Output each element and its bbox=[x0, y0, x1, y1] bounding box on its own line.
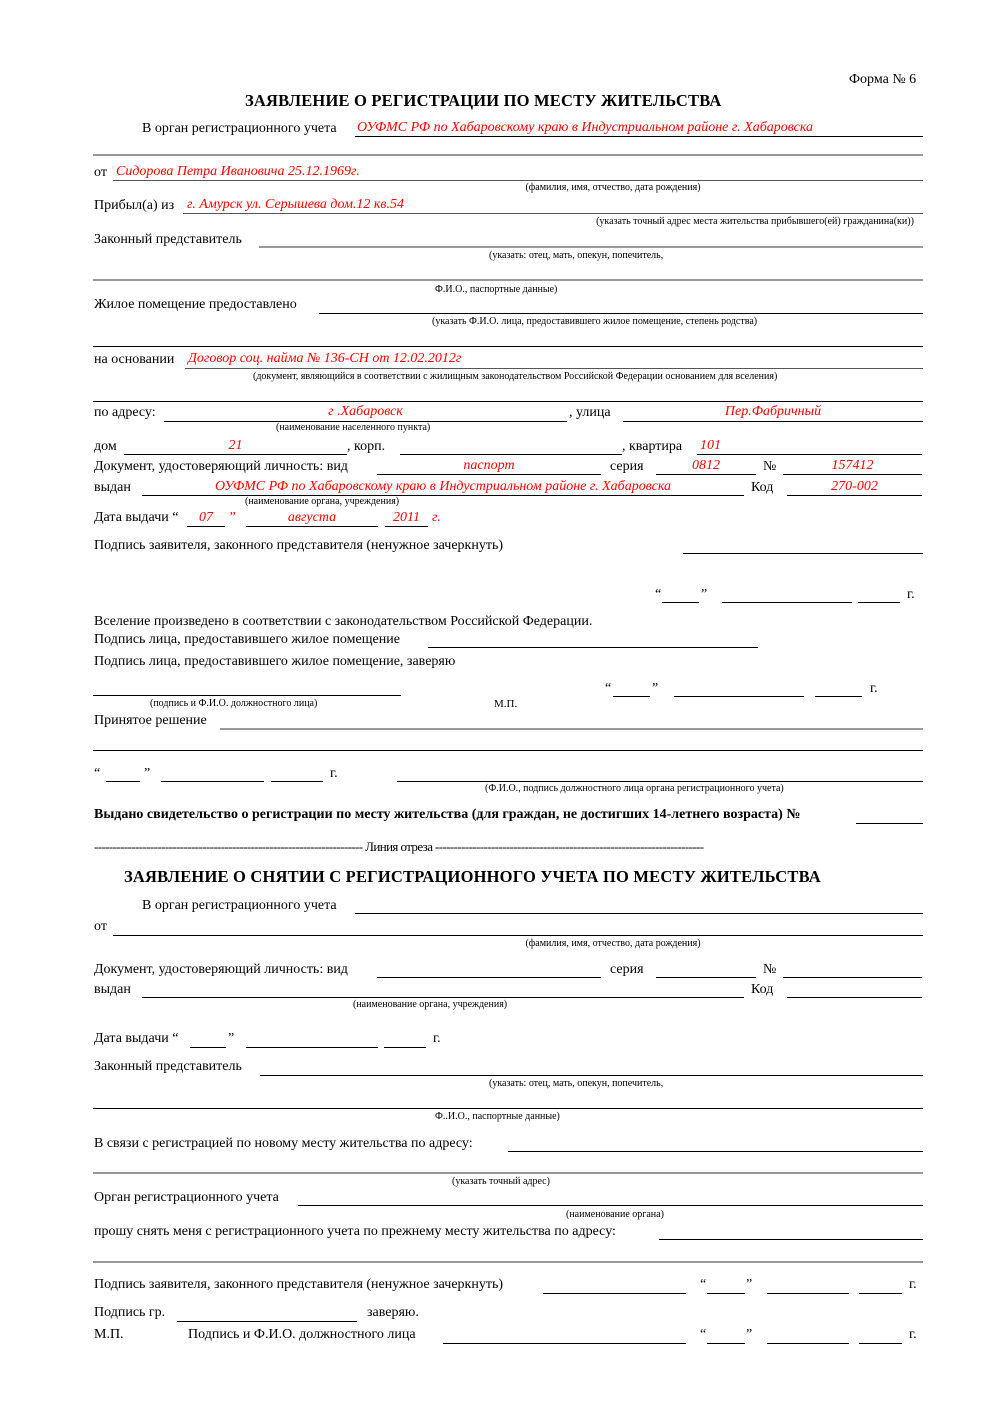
certify-label: заверяю. bbox=[367, 1305, 419, 1320]
date3-year-suffix: г. bbox=[330, 766, 338, 781]
date1-year-suffix: г. bbox=[907, 587, 915, 602]
request-label: прошу снять меня с регистрационного учета по прежнему месту жительства по адресу: bbox=[94, 1224, 616, 1239]
organ-field[interactable]: ОУФМС РФ по Хабаровскому краю в Индустриальном районе г. Хабаровска bbox=[357, 120, 814, 135]
issue-day-field[interactable]: 07 bbox=[199, 510, 213, 525]
issue-date-label: Дата выдачи “ bbox=[94, 510, 179, 525]
organ2-label: Орган регистрационного учета bbox=[94, 1190, 279, 1205]
arrived-field[interactable]: г. Амурск ул. Серышева дом.12 кв.54 bbox=[187, 197, 404, 212]
official-signature-label: Подпись и Ф.И.О. должностного лица bbox=[188, 1327, 416, 1342]
building-field[interactable] bbox=[400, 454, 622, 455]
code-line bbox=[787, 495, 922, 496]
dereg-date1-month-field[interactable] bbox=[767, 1293, 849, 1294]
house-line bbox=[124, 454, 347, 455]
dereg-code-label: Код bbox=[751, 982, 774, 997]
number-line bbox=[783, 474, 922, 475]
address-city-field[interactable]: г .Хабаровск bbox=[328, 404, 403, 419]
dereg-date2-day-field[interactable] bbox=[707, 1343, 745, 1344]
code-label: Код bbox=[751, 480, 774, 495]
dereg-issue-year-field[interactable] bbox=[384, 1047, 426, 1048]
dereg-date2-year-suffix: г. bbox=[909, 1327, 917, 1342]
date1-month-field[interactable] bbox=[722, 602, 852, 603]
dereg-issued-field[interactable] bbox=[142, 997, 744, 998]
issue-quote-close: ” bbox=[228, 510, 236, 525]
apartment-line bbox=[697, 454, 922, 455]
dereg-issue-date-label: Дата выдачи “ bbox=[94, 1031, 179, 1046]
legal-rep-label: Законный представитель bbox=[94, 232, 242, 247]
applicant-signature-field[interactable] bbox=[683, 553, 923, 554]
date2-year-suffix: г. bbox=[870, 681, 878, 696]
dereg-organ-label: В орган регистрационного учета bbox=[142, 898, 337, 913]
official-signature-field[interactable] bbox=[93, 695, 401, 696]
official-reg-field[interactable] bbox=[397, 781, 923, 782]
housing-label: Жилое помещение предоставлено bbox=[94, 297, 297, 312]
certificate-number-field[interactable] bbox=[856, 823, 923, 824]
dereg-date1-year-field[interactable] bbox=[859, 1293, 902, 1294]
housing-field[interactable] bbox=[319, 313, 923, 314]
official-reg-hint: (Ф.И.О., подпись должностного лица органа регистрационного учета) bbox=[485, 783, 784, 794]
street-line bbox=[623, 421, 923, 422]
provider-signature-field[interactable] bbox=[428, 647, 758, 648]
issue-month-field[interactable]: августа bbox=[287, 510, 337, 525]
organ2-field[interactable] bbox=[298, 1205, 923, 1206]
request-address-field[interactable] bbox=[659, 1239, 923, 1240]
dereg-series-label: серия bbox=[610, 962, 644, 977]
number-field[interactable]: 157412 bbox=[831, 458, 874, 473]
organ-line bbox=[355, 136, 923, 137]
dereg-legal-rep-hint-2: Ф..И.О., паспортные данные) bbox=[435, 1111, 560, 1122]
dereg-issue-month-field[interactable] bbox=[246, 1047, 378, 1048]
dereg-date2-year-field[interactable] bbox=[859, 1343, 902, 1344]
dereg-date1-close-quote: ” bbox=[746, 1277, 753, 1292]
dereg-series-field[interactable] bbox=[656, 977, 756, 978]
dereg-date1-open-quote: “ bbox=[700, 1277, 707, 1292]
basis-hint: (документ, являющийся в соответствии с жилищным законодательством Российской Федерации основанием для вселения) bbox=[253, 371, 778, 382]
dereg-from-label: от bbox=[94, 919, 107, 934]
organ-label: В орган регистрационного учета bbox=[142, 121, 337, 136]
date3-day-field[interactable] bbox=[106, 781, 140, 782]
housing-field-2[interactable] bbox=[93, 346, 923, 347]
settlement-text: Вселение произведено в соответствии с законодательством Российской Федерации. bbox=[94, 614, 593, 629]
provider-signature-label: Подпись лица, предоставившего жилое помещение bbox=[94, 632, 400, 647]
arrived-line bbox=[183, 213, 923, 214]
issue-year-suffix: г. bbox=[432, 510, 441, 525]
date3-month-field[interactable] bbox=[161, 781, 264, 782]
dereg-signature-field[interactable] bbox=[543, 1293, 686, 1294]
citizen-signature-label: Подпись гр. bbox=[94, 1305, 166, 1320]
address-label: по адресу: bbox=[94, 405, 156, 420]
issue-year-line bbox=[385, 526, 428, 527]
date1-close-quote: ” bbox=[701, 587, 708, 602]
id-doc-label: Документ, удостоверяющий личность: вид bbox=[94, 459, 348, 474]
house-field[interactable]: 21 bbox=[228, 438, 243, 453]
registration-title: ЗАЯВЛЕНИЕ О РЕГИСТРАЦИИ ПО МЕСТУ ЖИТЕЛЬСТВА bbox=[245, 91, 722, 110]
legal-rep-hint-2: Ф.И.О., паспортные данные) bbox=[435, 284, 558, 295]
applicant-signature-label: Подпись заявителя, законного представителя (ненужное зачеркнуть) bbox=[94, 538, 504, 553]
date3-open-quote: “ bbox=[94, 766, 101, 781]
deregistration-title: ЗАЯВЛЕНИЕ О СНЯТИИ С РЕГИСТРАЦИОННОГО УЧЕТА ПО МЕСТУ ЖИТЕЛЬСТВА bbox=[124, 867, 821, 886]
new-address-hint: (указать точный адрес) bbox=[452, 1176, 550, 1187]
building-label: , корп. bbox=[347, 439, 386, 454]
dereg-legal-rep-field[interactable] bbox=[260, 1075, 923, 1076]
dereg-number-field[interactable] bbox=[783, 977, 922, 978]
dereg-id-doc-field[interactable] bbox=[377, 977, 601, 978]
series-label: серия bbox=[610, 459, 644, 474]
dereg-legal-rep-field-2[interactable] bbox=[93, 1108, 923, 1109]
dereg-number-label: № bbox=[763, 962, 777, 977]
official-hint: (подпись и Ф.И.О. должностного лица) bbox=[150, 698, 318, 709]
from-hint: (фамилия, имя, отчество, дата рождения) bbox=[525, 182, 701, 193]
dereg-id-doc-label: Документ, удостоверяющий личность: вид bbox=[94, 962, 348, 977]
number-label: № bbox=[763, 459, 777, 474]
organ-line-2 bbox=[93, 154, 923, 156]
dereg-date2-month-field[interactable] bbox=[767, 1343, 849, 1344]
street-label: , улица bbox=[569, 405, 611, 420]
house-label: дом bbox=[94, 439, 117, 454]
legal-rep-hint-1: (указать: отец, мать, опекун, попечитель, bbox=[489, 250, 664, 261]
arrived-label: Прибыл(а) из bbox=[94, 198, 175, 213]
apartment-label: , квартира bbox=[622, 439, 683, 454]
legal-rep-field-2[interactable] bbox=[93, 279, 923, 281]
decision-label: Принятое решение bbox=[94, 713, 207, 728]
apartment-field[interactable]: 101 bbox=[700, 438, 721, 453]
issue-month-line bbox=[246, 526, 378, 527]
issue-year-field[interactable]: 2011 bbox=[393, 510, 420, 525]
new-address-field-2[interactable] bbox=[93, 1172, 923, 1174]
decision-field[interactable] bbox=[220, 728, 923, 730]
issued-label: выдан bbox=[94, 480, 131, 495]
basis-field-2[interactable] bbox=[93, 401, 923, 402]
dereg-issue-day-field[interactable] bbox=[190, 1047, 226, 1048]
issued-hint: (наименование органа, учреждения) bbox=[245, 496, 400, 507]
dereg-from-field[interactable] bbox=[113, 935, 923, 936]
issue-day-line bbox=[187, 526, 225, 527]
cut-line: ------------------------------------------------------------------------ Линия отреза ------------------------------------------------------------------------ bbox=[94, 839, 704, 854]
id-doc-field[interactable]: паспорт bbox=[463, 458, 515, 473]
certificate-text: Выдано свидетельство о регистрации по месту жительства (для граждан, не достигших 14-летнего возраста) № bbox=[94, 807, 801, 822]
street-field[interactable]: Пер.Фабричный bbox=[724, 404, 822, 419]
date2-day-field[interactable] bbox=[613, 696, 650, 697]
date3-year-field[interactable] bbox=[271, 781, 323, 782]
dereg-date2-open-quote: “ bbox=[700, 1327, 707, 1342]
request-address-field-2[interactable] bbox=[93, 1261, 923, 1263]
new-address-field[interactable] bbox=[508, 1151, 923, 1152]
dereg-from-hint: (фамилия, имя, отчество, дата рождения) bbox=[525, 938, 701, 949]
date1-year-field[interactable] bbox=[858, 602, 900, 603]
basis-field[interactable]: Договор соц. найма № 136-СН от 12.02.2012г bbox=[188, 351, 462, 366]
date3-close-quote: ” bbox=[144, 766, 151, 781]
dereg-issued-hint: (наименование органа, учреждения) bbox=[353, 999, 508, 1010]
from-line bbox=[113, 180, 923, 181]
new-address-label: В связи с регистрацией по новому месту жительства по адресу: bbox=[94, 1136, 473, 1151]
dereg-issue-quote-close: ” bbox=[228, 1031, 235, 1046]
dereg-legal-rep-label: Законный представитель bbox=[94, 1059, 242, 1074]
date1-day-field[interactable] bbox=[662, 602, 699, 603]
legal-rep-field[interactable] bbox=[259, 246, 923, 248]
dereg-stamp-label: М.П. bbox=[94, 1327, 124, 1342]
date1-open-quote: “ bbox=[655, 587, 662, 602]
dereg-date2-close-quote: ” bbox=[746, 1327, 753, 1342]
dereg-date1-day-field[interactable] bbox=[707, 1293, 745, 1294]
organ2-hint: (наименование органа) bbox=[566, 1209, 664, 1220]
issued-field[interactable]: ОУФМС РФ по Хабаровскому краю в Индустриальном районе г. Хабаровска bbox=[214, 479, 672, 494]
basis-label: на основании bbox=[94, 352, 175, 367]
basis-line bbox=[185, 368, 923, 369]
date2-year-field[interactable] bbox=[815, 696, 862, 697]
dereg-signature-label: Подпись заявителя, законного представителя (ненужное зачеркнуть) bbox=[94, 1277, 504, 1292]
dereg-legal-rep-hint-1: (указать: отец, мать, опекун, попечитель, bbox=[489, 1078, 664, 1089]
dereg-organ-field[interactable] bbox=[355, 913, 923, 914]
form-number: Форма № 6 bbox=[849, 72, 917, 87]
decision-field-2[interactable] bbox=[93, 750, 923, 751]
stamp-label: М.П. bbox=[494, 698, 518, 710]
code-field[interactable]: 270-002 bbox=[831, 479, 878, 494]
housing-hint: (указать Ф.И.О. лица, предоставившего жилое помещение, степень родства) bbox=[432, 316, 758, 327]
series-field[interactable]: 0812 bbox=[692, 458, 720, 473]
date2-close-quote: ” bbox=[652, 681, 659, 696]
dereg-date1-year-suffix: г. bbox=[909, 1277, 917, 1292]
dereg-code-field[interactable] bbox=[787, 997, 922, 998]
provider-certify-label: Подпись лица, предоставившего жилое помещение, заверяю bbox=[94, 654, 456, 669]
dereg-issued-label: выдан bbox=[94, 982, 131, 997]
arrived-hint: (указать точный адрес места жительства прибывшего(ей) гражданина(ки)) bbox=[596, 216, 914, 227]
citizen-signature-field[interactable] bbox=[177, 1321, 357, 1322]
address-city-hint: (наименование населенного пункта) bbox=[276, 422, 431, 433]
date2-month-field[interactable] bbox=[674, 696, 804, 697]
date2-open-quote: “ bbox=[605, 681, 612, 696]
from-label: от bbox=[94, 165, 107, 180]
issued-line bbox=[142, 495, 744, 496]
from-field[interactable]: Сидорова Петра Ивановича 25.12.1969г. bbox=[116, 164, 360, 179]
series-line bbox=[656, 474, 756, 475]
dereg-issue-year-suffix: г. bbox=[433, 1031, 441, 1046]
dereg-official-signature-field[interactable] bbox=[443, 1343, 686, 1344]
id-doc-line bbox=[377, 474, 601, 475]
